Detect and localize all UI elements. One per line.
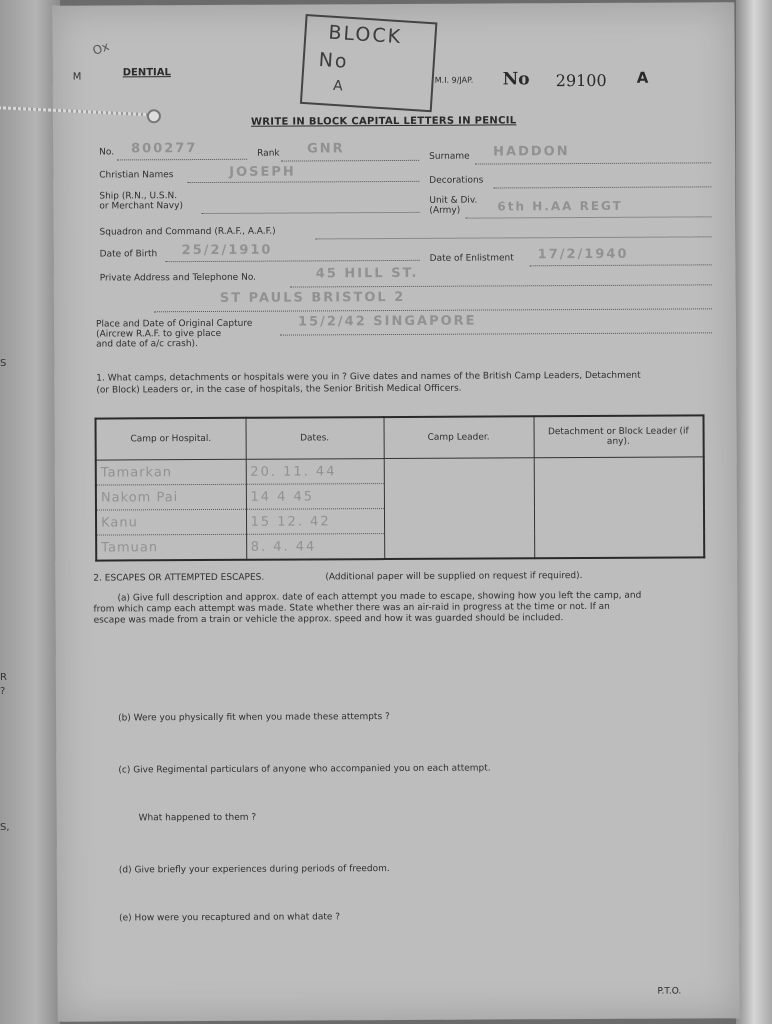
question2-title-note: (Additional paper will be supplied on request if required). [325,571,583,583]
leader-cell [384,533,534,559]
no-label: No. [99,147,115,158]
date-cell: 15 12. 42 [246,509,384,535]
camp-cell: Tamarkan [96,459,246,485]
unit-value: 6th H.AA REGT [497,198,623,214]
leader-cell [384,458,534,484]
left-page-mark: ? [0,686,6,697]
form-suffix: A [636,68,649,87]
block-stamp [300,14,438,112]
table-row [96,482,704,510]
rank-value: GNR [307,141,345,157]
capture-value: 15/2/42 SINGAPORE [297,313,477,330]
rank-label: Rank [257,148,280,159]
question1-line2: (or Block) Leaders or, in the case of hospitals, the Senior British Medical Officers. [96,383,462,396]
camps-header-detachment: Detachment or Block Leader (if any). [534,415,704,457]
stamp-line-block: BLOCK [327,21,403,49]
camp-cell: Kanu [96,509,246,535]
detachment-cell [534,482,704,508]
stamp-line-a: A [332,77,346,95]
address-label: Private Address and Telephone No. [99,272,257,284]
ship-label-line1: Ship (R.N., U.S.N. [99,191,178,202]
leader-cell [384,508,534,534]
address-line2: ST PAULS BRISTOL 2 [219,289,406,306]
question2c-followup: What happened to them ? [138,812,257,824]
surname-value: HADDON [493,144,570,160]
question2-title: 2. ESCAPES OR ATTEMPTED ESCAPES. [93,572,265,584]
classification-prefix: M [72,71,82,83]
camps-header-leader: Camp Leader. [384,416,534,458]
detachment-cell [534,457,704,483]
capture-label-line1: Place and Date of Original Capture [95,318,253,330]
question2a-line3: escape was made from a train or vehicle the approx. speed and how it was guarded should be included. [93,613,564,626]
leader-cell [384,483,534,509]
question2d: (d) Give briefly your experiences during periods of freedom. [118,864,390,876]
form-page [52,2,739,1022]
table-row [96,532,704,561]
date-cell: 14 4 45 [246,484,384,510]
left-page-mark: R [0,672,7,683]
left-page-edge [0,0,60,1024]
christian-names-label: Christian Names [99,170,174,181]
date-cell: 20. 11. 44 [246,459,384,485]
right-page-edge [736,0,772,1024]
table-row [96,457,704,485]
detachment-cell [534,532,704,558]
left-page-mark: S [0,358,7,369]
form-number: 29100 [555,70,607,91]
date-cell: 8. 4. 44 [246,534,384,560]
squadron-label: Squadron and Command (R.A.F., A.A.F.) [99,226,276,238]
instruction-heading: WRITE IN BLOCK CAPITAL LETTERS IN PENCIL [250,115,517,128]
question2e: (e) How were you recaptured and on what date ? [119,912,341,924]
camps-header-dates: Dates. [246,417,384,459]
question1-line1: 1. What camps, detachments or hospitals were you in ? Give dates and names of the British Camp Leaders, Detachment [96,370,641,384]
stamp-line-no: No [318,48,350,73]
camp-cell: Nakom Pai [96,484,246,510]
detachment-cell [534,507,704,533]
question2b: (b) Were you physically fit when you made these attempts ? [118,712,390,724]
dob-value: 25/2/1910 [181,242,273,259]
enlistment-label: Date of Enlistment [429,253,514,264]
capture-label-line3: and date of a/c crash). [96,339,198,350]
pto-label: P.T.O. [657,986,682,997]
no-value: 800277 [131,141,198,157]
unit-label-line1: Unit & Div. [429,195,478,206]
christian-names-value: JOSEPH [229,164,296,180]
table-row [96,507,704,535]
form-code: M.I. 9/JAP. [434,75,474,85]
classification-label: DENTIAL [122,67,171,79]
address-line1: 45 HILL ST. [315,265,419,282]
binding-eyelet [147,109,161,123]
capture-label-line2: (Aircrew R.A.F. to give place [96,328,222,340]
corner-note: Ox [90,39,112,58]
camps-header-camp: Camp or Hospital. [96,418,246,460]
question2c: (c) Give Regimental particulars of anyone who accompanied you on each attempt. [118,763,491,776]
decorations-label: Decorations [429,175,484,186]
camps-table [95,414,706,561]
enlistment-value: 17/2/1940 [537,246,629,263]
dob-label: Date of Birth [99,249,158,260]
number-label: No [502,69,530,90]
question2a-line1: (a) Give full description and approx. date of each attempt you made to escape, showing how you left the camp, and [117,590,642,604]
unit-label-line2: (Army) [429,205,461,216]
ship-label-line2: or Merchant Navy) [99,201,183,212]
camp-cell: Tamuan [96,534,246,560]
question2a-line2: from which camp each attempt was made. State whether there was an air-raid in progress at the time or not. If an [93,601,610,615]
surname-label: Surname [429,151,470,162]
left-page-mark: S, [0,822,10,833]
